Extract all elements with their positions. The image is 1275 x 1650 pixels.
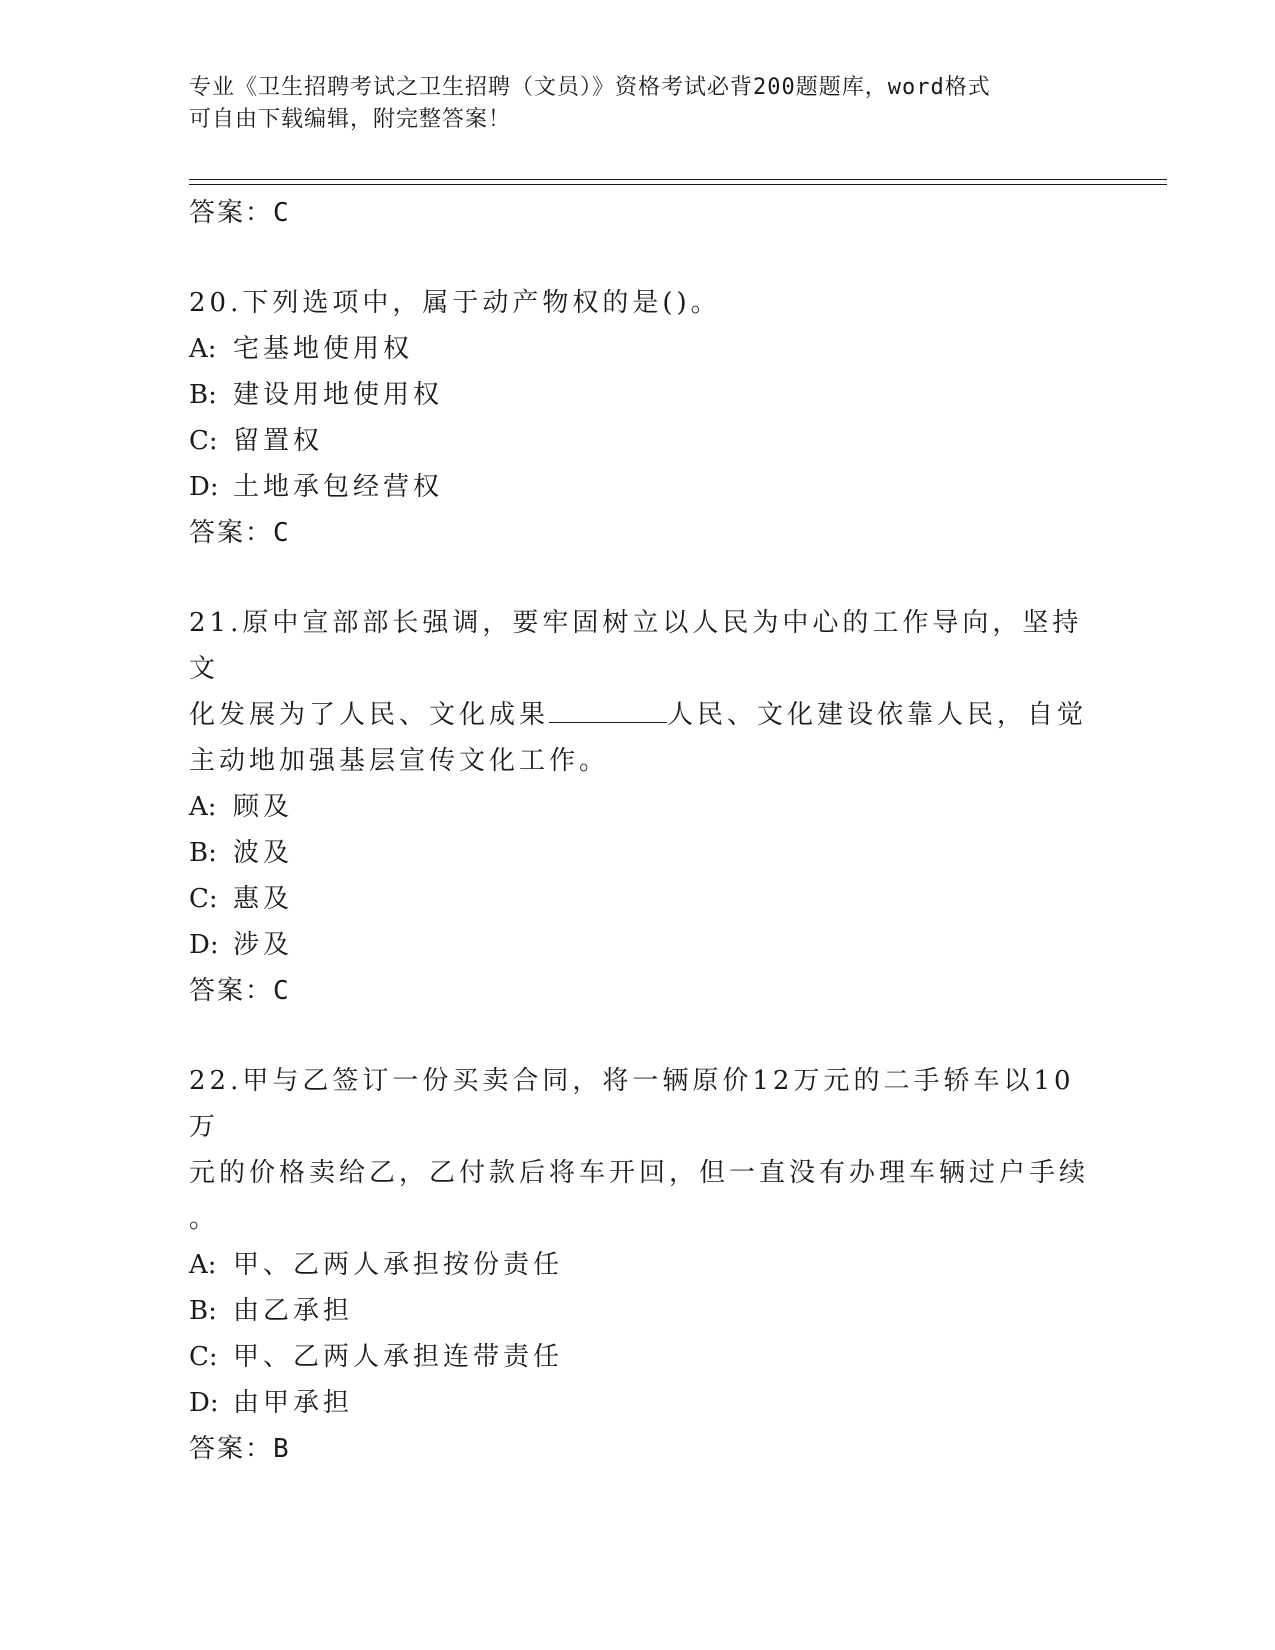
question-text-line-3: 主动地加强基层宣传文化工作。 [189,746,610,776]
answer-label: 答案： [189,518,274,548]
answer-line-19 [189,190,1089,236]
option-text: 甲、乙两人承担连带责任 [233,1342,564,1372]
option-text: 顾及 [233,792,294,822]
question-text: 下列选项中，属于动产物权的是()。 [242,288,721,318]
question-text-line-1: 原中宣部部长强调，要牢固树立以人民为中心的工作导向，坚持文 [189,608,1083,684]
answer-line [189,1426,1089,1472]
question-21 [189,600,1089,1014]
option-key: C: [189,884,218,914]
question-stem [189,280,1089,326]
option-key: C: [189,426,218,456]
option-key: D: [189,472,219,502]
question-stem-line-2 [189,692,1089,738]
option-text: 宅基地使用权 [233,334,414,364]
question-stem-line-2 [189,1150,1089,1196]
fill-in-blank [549,692,667,723]
question-text-line-2b: 人民、文化建设依靠人民，自觉 [667,700,1088,730]
answer-line [189,510,1089,556]
option-text: 由甲承担 [233,1388,354,1418]
answer-value: B [273,1434,291,1464]
option-a [189,784,1089,830]
option-key: D: [189,1388,219,1418]
option-c [189,876,1089,922]
question-number: 22. [189,1066,243,1096]
question-stem [189,600,1089,692]
option-c [189,1334,1089,1380]
question-number: 21. [189,608,243,638]
answer-label: 答案： [189,1434,274,1464]
option-text: 惠及 [233,884,294,914]
option-key: A: [189,1250,217,1280]
answer-value: C [273,198,291,228]
question-number: 20. [189,288,243,318]
question-list [189,190,1089,1472]
option-text: 甲、乙两人承担按份责任 [233,1250,564,1280]
question-text-line-2: 元的价格卖给乙，乙付款后将车开回，但一直没有办理车辆过户手续 [189,1158,1090,1188]
page-header [189,72,1089,136]
option-d [189,1380,1089,1426]
option-key: B: [189,1296,217,1326]
question-20 [189,280,1089,556]
header-line-2: 可自由下载编辑，附完整答案！ [189,107,512,132]
header-line-1: 专业《卫生招聘考试之卫生招聘（文员）》资格考试必背200题题库，word格式 [189,75,991,100]
option-text: 土地承包经营权 [233,472,444,502]
question-stem [189,1058,1089,1150]
option-key: B: [189,838,217,868]
option-key: A: [189,334,217,364]
option-b [189,1288,1089,1334]
option-text: 涉及 [233,930,294,960]
question-text-line-2a: 化发展为了人民、文化成果 [189,700,550,730]
option-key: B: [189,380,217,410]
answer-value: C [273,976,291,1006]
option-a [189,326,1089,372]
question-stem-line-3 [189,1196,1089,1242]
option-text: 建设用地使用权 [233,380,444,410]
option-b [189,830,1089,876]
option-text: 由乙承担 [233,1296,354,1326]
option-text: 波及 [233,838,294,868]
option-key: D: [189,930,219,960]
option-key: A: [189,792,217,822]
header-rule-top [189,179,1167,180]
header-rule-bottom [189,184,1167,185]
option-text: 留置权 [233,426,324,456]
answer-label: 答案： [189,976,274,1006]
question-text-line-3: 。 [189,1204,220,1234]
option-c [189,418,1089,464]
answer-line [189,968,1089,1014]
option-a [189,1242,1089,1288]
option-d [189,922,1089,968]
option-key: C: [189,1342,218,1372]
answer-value: C [273,518,291,548]
question-22 [189,1058,1089,1472]
option-d [189,464,1089,510]
answer-label: 答案： [189,198,274,228]
option-b [189,372,1089,418]
question-text-line-1: 甲与乙签订一份买卖合同，将一辆原价12万元的二手轿车以10万 [189,1066,1075,1142]
question-stem-line-3 [189,738,1089,784]
